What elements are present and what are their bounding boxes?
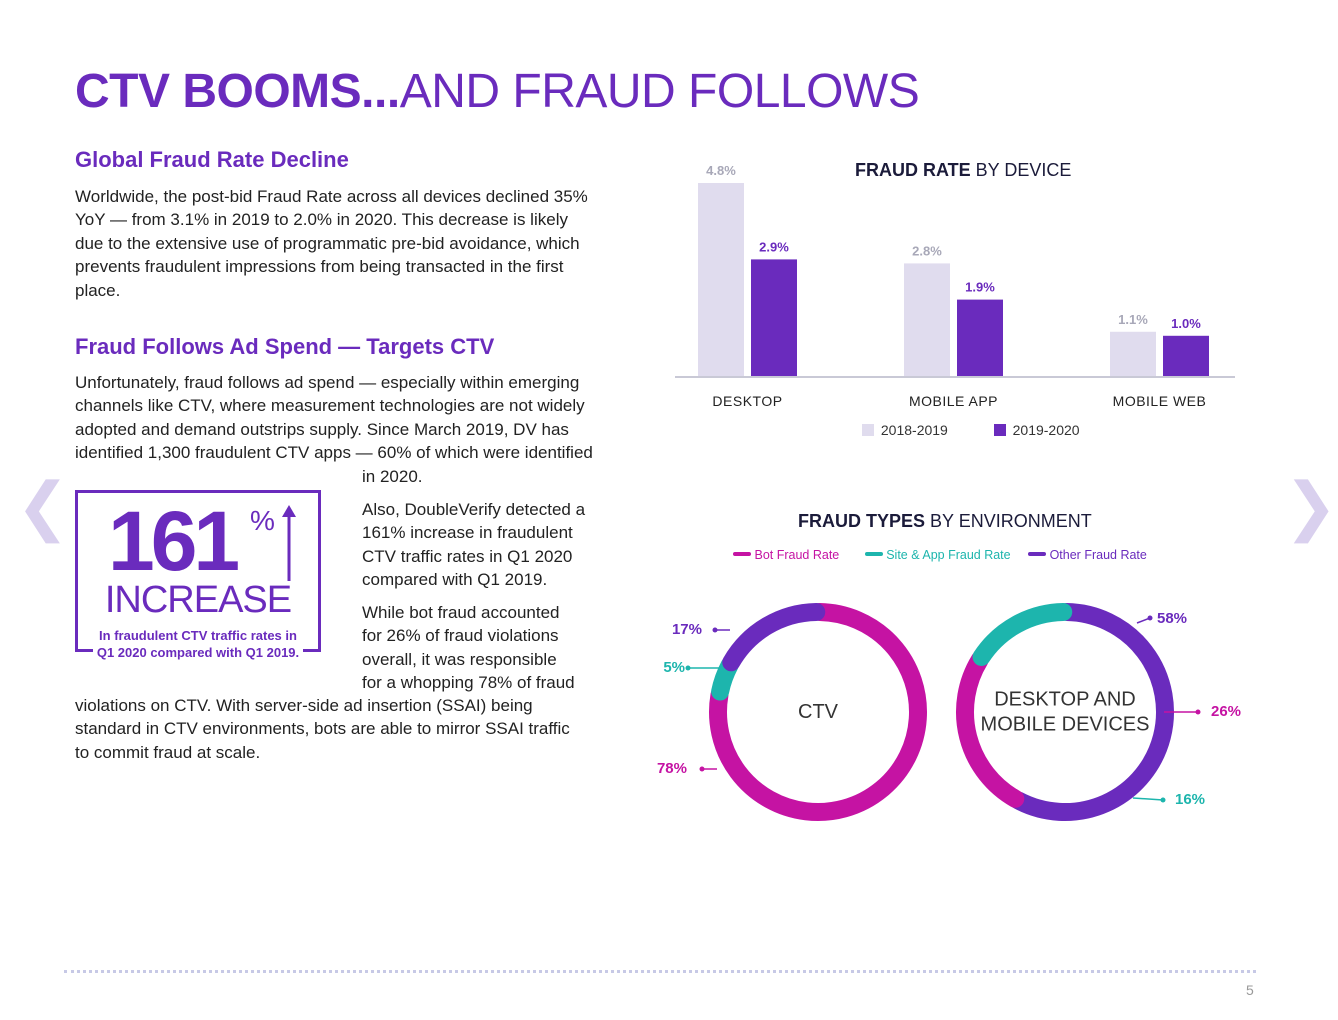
section1-line: prevents fraudulent impressions from being transacted in the first	[75, 257, 564, 277]
legend-label-other: Other Fraud Rate	[1049, 548, 1147, 562]
bar-category-label: MOBILE APP	[908, 393, 999, 409]
section1-paragraph	[75, 185, 588, 302]
section2-heading: Fraud Follows Ad Spend — Targets CTV	[75, 334, 495, 359]
bar-2018-2019-desktop	[698, 183, 744, 376]
section1-heading: Global Fraud Rate Decline	[75, 147, 349, 172]
side-line: for 26% of fraud violations	[362, 626, 559, 646]
bar-2019-2020-desktop	[751, 259, 797, 376]
page-title-bold: CTV BOOMS...	[75, 65, 400, 118]
legend-swatch-2018-2019	[862, 424, 874, 436]
stat-side-paragraph-1	[362, 498, 585, 592]
stat-number: 161	[108, 494, 237, 588]
section2-line: channels like CTV, where measurement technologies are not widely	[75, 396, 585, 416]
donut-value-label: 17%	[671, 621, 702, 638]
bar-chart-title-bold: FRAUD RATE	[855, 160, 971, 180]
donut-leader-dot	[1161, 798, 1166, 803]
side-line: 161% increase in fraudulent	[362, 523, 573, 543]
legend-swatch-site-app	[865, 552, 883, 556]
bar-2019-2020-mobile-web	[1163, 336, 1209, 376]
side-line: CTV traffic rates in Q1 2020	[362, 546, 573, 566]
section1-line: YoY — from 3.1% in 2019 to 2.0% in 2020. This decrease is likely	[75, 210, 568, 230]
page-title	[75, 64, 919, 119]
bar-2019-2020-mobile-app	[957, 300, 1003, 376]
side-line: compared with Q1 2019.	[362, 570, 548, 590]
legend-swatch-2019-2020	[994, 424, 1006, 436]
stat-note-line1: In fraudulent CTV traffic rates in	[95, 627, 301, 644]
stat-side-paragraph-2	[362, 601, 575, 695]
bar-value-label: 1.0%	[1171, 315, 1201, 331]
legend-label-2019-2020: 2019-2020	[1012, 422, 1080, 438]
donut-value-label: 16%	[1175, 791, 1206, 808]
section2-line: adopted and demand outstrips supply. Since March 2019, DV has	[75, 419, 569, 439]
legend-swatch-other	[1028, 552, 1046, 556]
section2-line: identified 1,300 fraudulent CTV apps — 60% of which were identified	[75, 443, 593, 463]
section2-bottom-line: violations on CTV. With server-side ad insertion (SSAI) being	[75, 696, 533, 715]
stat-note	[78, 627, 318, 661]
donut-chart-title-bold: FRAUD TYPES	[798, 511, 926, 531]
legend-swatch-bot	[733, 552, 751, 556]
next-page-arrow-icon[interactable]: ❯	[1284, 470, 1338, 542]
previous-page-arrow-icon[interactable]: ❮	[16, 470, 70, 542]
bar-chart-title-rest: BY DEVICE	[970, 160, 1072, 180]
donut-leader-dot	[1196, 710, 1201, 715]
donut-value-label: 78%	[656, 760, 687, 777]
bar-2018-2019-mobile-app	[904, 263, 950, 376]
section2-wrap-line: in 2020.	[362, 467, 423, 486]
up-arrow-icon	[280, 503, 298, 583]
donut-center-label: MOBILE DEVICES	[980, 713, 1150, 736]
donut-chart-title-rest: BY ENVIRONMENT	[925, 511, 1092, 531]
donut-slice-other-fraud-rate	[731, 612, 816, 662]
donut-slice-other-fraud-rate	[1018, 612, 1165, 812]
stat-percent: %	[250, 505, 275, 536]
bar-value-label: 2.9%	[759, 239, 789, 255]
page-number: 5	[1246, 982, 1254, 998]
donut-leader-dot	[686, 666, 691, 671]
bar-value-label: 1.1%	[1118, 311, 1148, 327]
donut-chart-title	[798, 511, 1092, 532]
donut-leader-dot	[700, 767, 705, 772]
section2-line: Unfortunately, fraud follows ad spend — especially within emerging	[75, 373, 580, 392]
donut-center-label: DESKTOP AND	[994, 688, 1136, 711]
bar-value-label: 2.8%	[912, 243, 942, 259]
section2-paragraph	[75, 371, 593, 465]
page-title-light: AND FRAUD FOLLOWS	[399, 65, 920, 118]
donut-leader-line	[1133, 798, 1163, 800]
section1-line: Worldwide, the post-bid Fraud Rate across all devices declined 35%	[75, 187, 588, 206]
footer-divider	[64, 970, 1256, 973]
section1-line: place.	[75, 280, 121, 300]
bar-value-label: 1.9%	[965, 279, 995, 295]
section1-line: due to the extensive use of programmatic pre-bid avoidance, which	[75, 233, 580, 253]
bar-value-label: 4.8%	[706, 163, 736, 178]
section2-bottom-line: standard in CTV environments, bots are able to mirror SSAI traffic	[75, 719, 570, 739]
section2-bottom-line: to commit fraud at scale.	[75, 742, 261, 762]
stat-word: INCREASE	[104, 579, 292, 621]
side-line: While bot fraud accounted	[362, 603, 560, 622]
donut-value-label: 26%	[1211, 703, 1242, 720]
donut-value-label: 58%	[1157, 610, 1188, 627]
donut-leader-dot	[713, 628, 718, 633]
donut-leader-dot	[1148, 616, 1153, 621]
bar-chart	[660, 150, 1250, 450]
stat-callout	[75, 490, 321, 660]
donut-legend	[733, 548, 1147, 562]
bar-category-label: DESKTOP	[712, 393, 783, 409]
bar-legend	[862, 422, 1080, 438]
donut-charts	[640, 580, 1280, 840]
side-line: Also, DoubleVerify detected a	[362, 500, 586, 519]
donut-slice-site-app-fraud-rate	[982, 612, 1064, 657]
donut-center-label: CTV	[798, 701, 838, 723]
legend-label-2018-2019: 2018-2019	[880, 422, 948, 438]
legend-label-site-app: Site & App Fraud Rate	[886, 548, 1011, 562]
section2-bottom-paragraph	[75, 694, 570, 764]
side-line: for a whopping 78% of fraud	[362, 673, 575, 693]
donut-value-label: 5%	[663, 659, 685, 676]
bar-2018-2019-mobile-web	[1110, 332, 1156, 376]
side-line: overall, it was responsible	[362, 649, 557, 669]
legend-label-bot: Bot Fraud Rate	[754, 548, 840, 562]
stat-note-line2: Q1 2020 compared with Q1 2019.	[93, 644, 303, 661]
bar-category-label: MOBILE WEB	[1112, 393, 1207, 409]
